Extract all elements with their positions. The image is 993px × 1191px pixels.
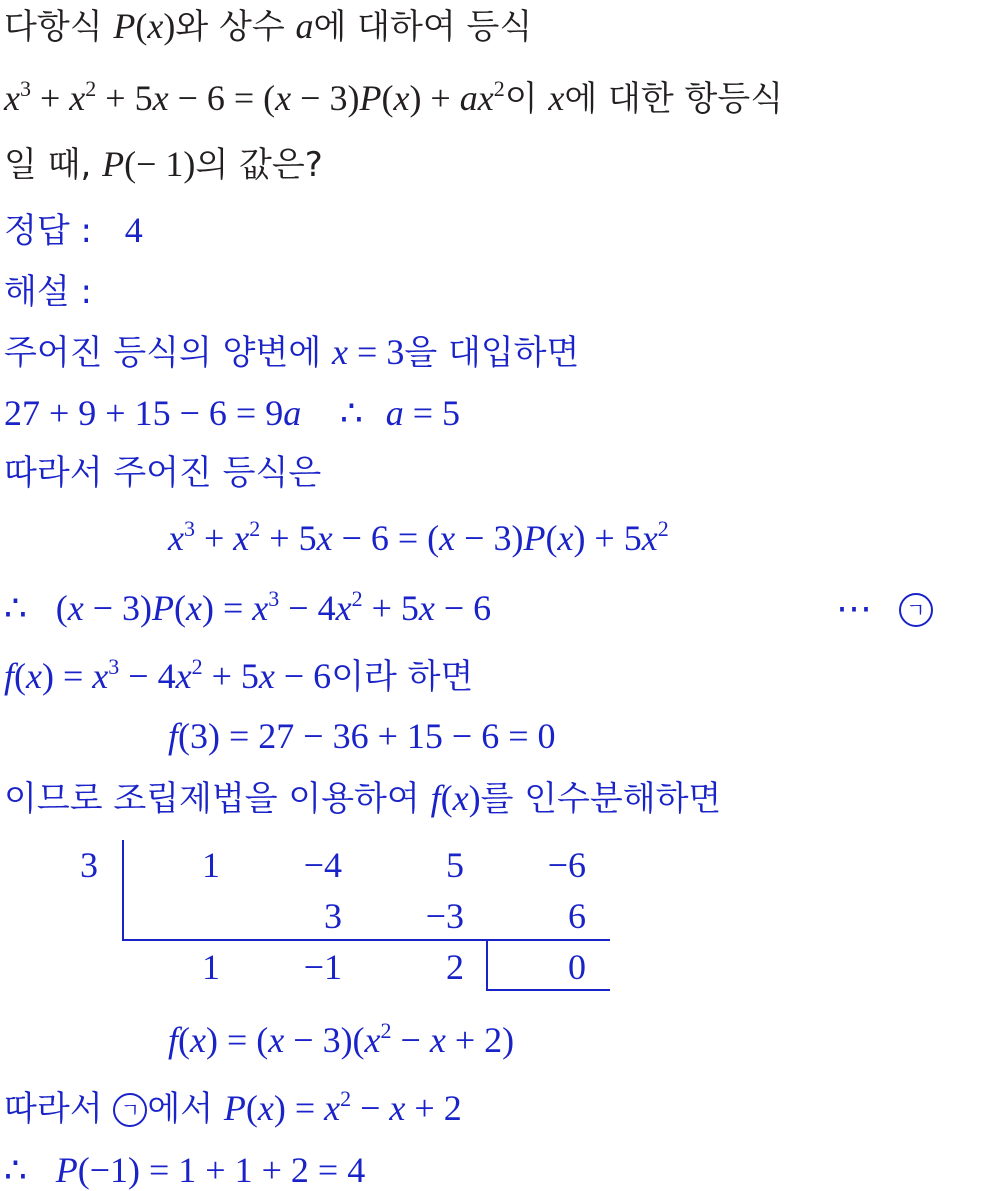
answer-line [4,210,143,251]
explanation-label: 해설 : [4,272,92,312]
remainder-bottom-line [486,989,610,991]
identity-equation: $x^3 + x^2 + 5x - 6 = (x - 3)P(x) + ax^2$ [4,76,505,118]
step-equation-1: ∴ $(x - 3)P(x) = x^3 - 4x^2 + 5x - 6$ [4,586,492,628]
step-define-f: $f(x) = x^3 - 4x^2 + 5x - 6$이라 하면 [4,654,474,697]
target-expression: P(− 1) [102,144,196,184]
answer-value: 4 [124,210,143,250]
step-synthetic-intro: 이므로 조립제법을 이용하여 f(x)를 인수분해하면 [4,778,722,819]
step-substitute: 주어진 등식의 양변에 x = 3을 대입하면 [4,332,580,373]
division-root: 3 [80,845,98,885]
step-f3: f(3) = 27 − 36 + 15 − 6 = 0 [168,716,556,756]
remainder-vertical-line [486,939,488,991]
question-line-2: $x^3 + x^2 + 5x - 6 = (x - 3)P(x) + ax^2$이 x에 대한 항등식 [4,76,784,119]
step-factored: $f(x) = (x - 3)(x^2 - x + 2)$ [168,1018,515,1060]
circled-mark: ㄱ [899,593,933,627]
division-horizontal-line [122,939,610,941]
equation-tag: ⋯ ㄱ [836,588,933,629]
step-so: 따라서 주어진 등식은 [4,453,322,493]
answer-label: 정답 : [4,211,92,251]
step-final: ∴ P(−1) = 1 + 1 + 2 = 4 [4,1150,366,1190]
poly-p: P [113,6,136,46]
question-line-3: 일 때, P(− 1)의 값은? [4,144,323,185]
step-from-mark: 따라서 ㄱ 에서 $P(x) = x^2 - x + 2$ [4,1086,462,1129]
step-equation: $x^3 + x^2 + 5x - 6 = (x - 3)P(x) + 5x^2$ [168,516,669,558]
question-line-1: 다항식 P(x)와 상수 a에 대하여 등식 [4,6,533,47]
step-solve-a: 27 + 9 + 15 − 6 = 9a ∴ a = 5 [4,393,461,433]
poly-arg: (x) [135,6,176,46]
circled-mark: ㄱ [113,1093,147,1127]
division-vertical-line [122,840,124,940]
